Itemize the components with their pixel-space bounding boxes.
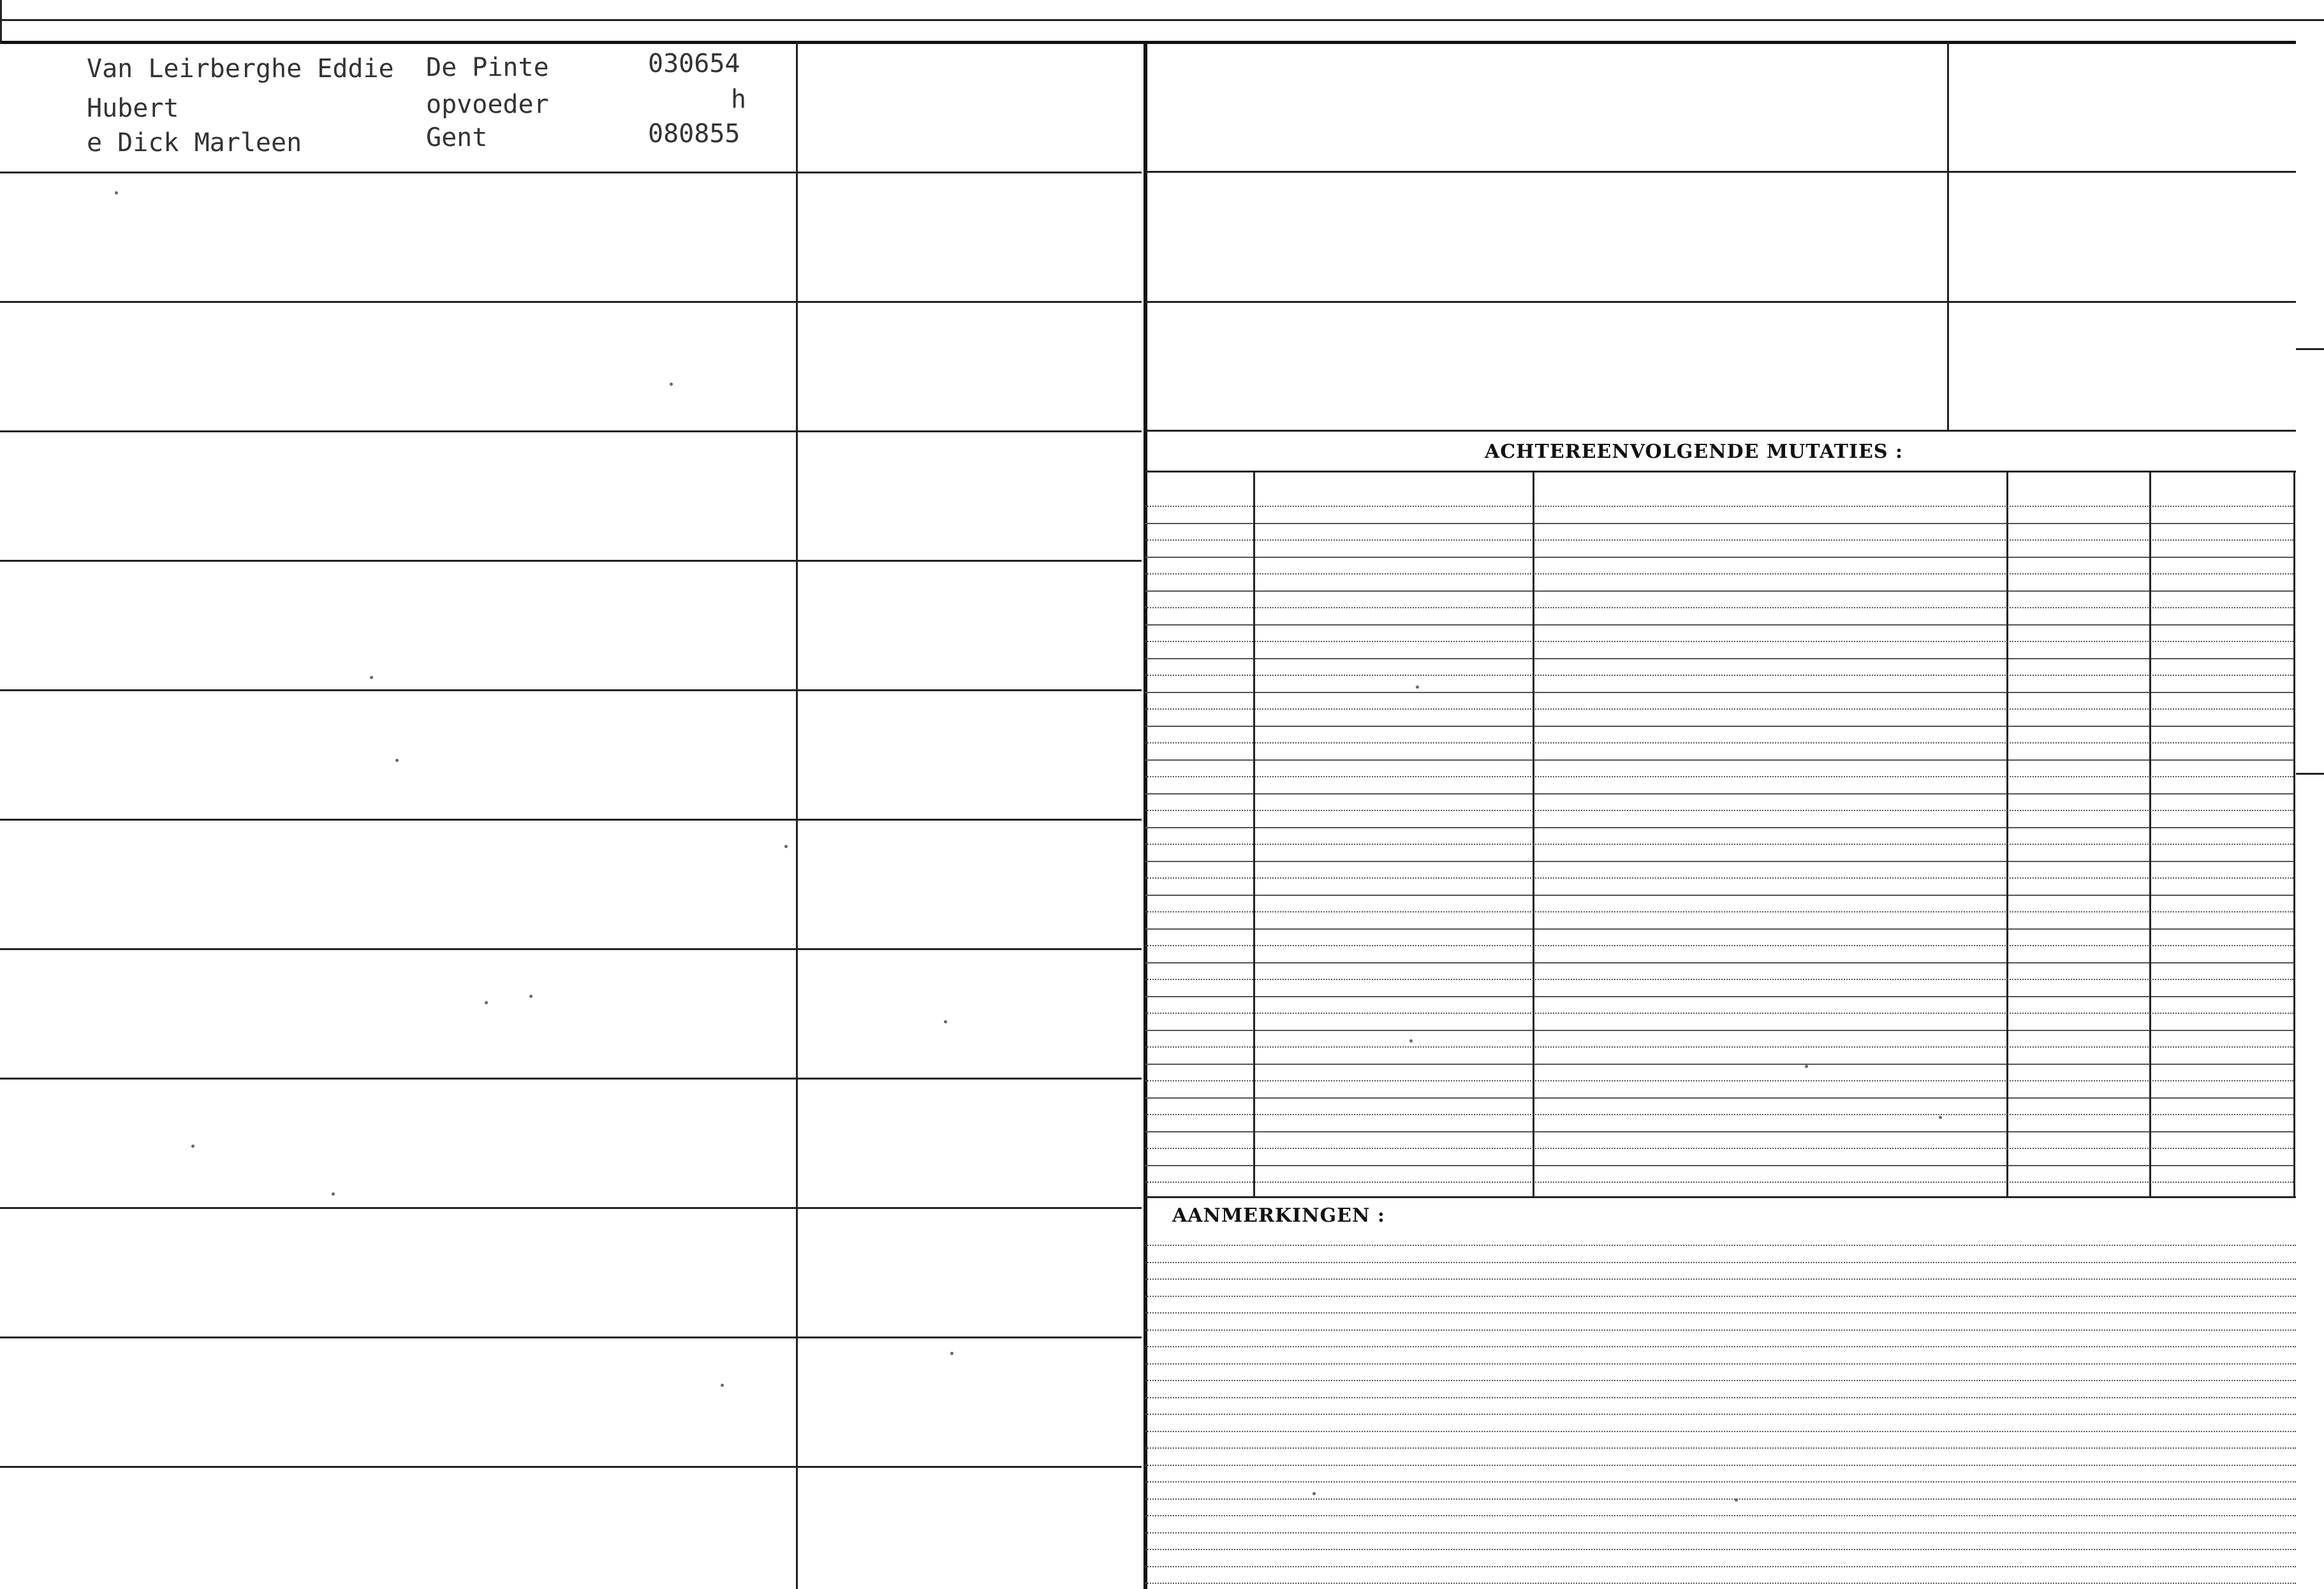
aanmerkingen-rule [1145, 1465, 2296, 1466]
aanmerkingen-rule [1145, 1397, 2296, 1398]
mutaties-heading: ACHTEREENVOLGENDE MUTATIES : [1485, 441, 1904, 463]
date-line-3: 080855 [648, 119, 740, 149]
mutaties-row-rule [1145, 692, 2293, 693]
mutaties-row-rule [1145, 979, 2293, 980]
mutaties-header-rule [1145, 471, 2296, 472]
mutaties-row-rule [1145, 641, 2293, 642]
register-row-rule [0, 560, 1142, 562]
aanmerkingen-rule [1145, 1262, 2296, 1263]
register-row-rule [0, 1466, 1142, 1468]
register-row-rule [0, 301, 1142, 303]
person-name-line-2: Hubert [87, 94, 179, 123]
mutaties-row-rule [1145, 861, 2293, 862]
scan-speck [370, 676, 373, 679]
aanmerkingen-rule [1145, 1583, 2296, 1584]
mutaties-row-rule [1145, 759, 2293, 761]
mutaties-col-2 [1533, 472, 1534, 1197]
aanmerkingen-rule [1145, 1431, 2296, 1432]
mutaties-row-rule [1145, 1182, 2293, 1183]
aanmerkingen-rule [1145, 1481, 2296, 1483]
person-name-line-1: Van Leirberghe Eddie [87, 54, 394, 84]
upper-right-row-rule [1145, 301, 2296, 303]
register-row-rule [0, 689, 1142, 691]
mutaties-row-rule [1145, 539, 2293, 541]
mutaties-row-rule [1145, 996, 2293, 997]
occupation-line-2: opvoeder [426, 90, 549, 119]
scan-speck [332, 1192, 335, 1196]
scan-speck [395, 759, 399, 762]
aanmerkingen-rule [1145, 1312, 2296, 1314]
aanmerkingen-rule [1145, 1380, 2296, 1381]
aanmerkingen-rule [1145, 1549, 2296, 1550]
mutaties-row-rule [1145, 506, 2293, 507]
mutaties-right-edge [2293, 472, 2295, 1197]
register-row-rule [0, 172, 1142, 173]
mutaties-bottom-rule [1145, 1196, 2296, 1198]
mutaties-row-rule [1145, 810, 2293, 811]
upper-right-row-rule [1145, 171, 2296, 173]
aanmerkingen-rule [1145, 1363, 2296, 1365]
mutaties-top-rule [1145, 430, 2296, 432]
mutaties-row-rule [1145, 624, 2293, 626]
mutaties-row-rule [1145, 827, 2293, 828]
mutaties-row-rule [1145, 658, 2293, 659]
scan-speck [485, 1001, 488, 1004]
mutaties-col-4 [2149, 472, 2151, 1197]
register-row-rule [0, 430, 1142, 432]
register-column-divider [796, 42, 798, 1589]
mutaties-row-rule [1145, 844, 2293, 845]
aanmerkingen-rule [1145, 1414, 2296, 1415]
mutaties-row-rule [1145, 1114, 2293, 1115]
aanmerkingen-rule [1145, 1329, 2296, 1331]
mutaties-row-rule [1145, 1165, 2293, 1166]
scan-speck [115, 191, 118, 194]
edge-tick-upper [2296, 348, 2324, 350]
scan-speck [191, 1145, 195, 1148]
scan-speck [784, 845, 788, 848]
scan-speck [1735, 1498, 1738, 1502]
top-border-lower [0, 41, 2296, 44]
mutaties-col-1 [1253, 472, 1255, 1197]
scan-speck [1409, 1039, 1413, 1043]
mutaties-row-rule [1145, 557, 2293, 558]
mutaties-row-rule [1145, 708, 2293, 710]
mutaties-row-rule [1145, 1013, 2293, 1014]
scan-speck [950, 1352, 953, 1355]
mutaties-row-rule [1145, 1131, 2293, 1132]
mutaties-row-rule [1145, 793, 2293, 794]
top-left-edge [0, 0, 2, 43]
register-row-rule [0, 819, 1142, 821]
mutaties-row-rule [1145, 675, 2293, 676]
mutaties-row-rule [1145, 962, 2293, 963]
register-row-rule [0, 1207, 1142, 1209]
mutaties-row-rule [1145, 523, 2293, 524]
aanmerkingen-heading: AANMERKINGEN : [1172, 1205, 1385, 1227]
mutaties-row-rule [1145, 742, 2293, 743]
mutaties-row-rule [1145, 928, 2293, 930]
scan-speck [1313, 1492, 1316, 1495]
register-row-rule [0, 1336, 1142, 1338]
aanmerkingen-rule [1145, 1532, 2296, 1534]
place-line-3: Gent [426, 123, 488, 152]
mutaties-row-rule [1145, 1097, 2293, 1099]
mutaties-row-rule [1145, 911, 2293, 912]
mutaties-row-rule [1145, 1148, 2293, 1149]
aanmerkingen-rule [1145, 1447, 2296, 1449]
mutaties-row-rule [1145, 607, 2293, 608]
top-border [0, 19, 2324, 21]
edge-tick-lower [2296, 773, 2324, 775]
scan-speck [1805, 1065, 1808, 1068]
mutaties-row-rule [1145, 573, 2293, 575]
scan-speck [670, 383, 673, 386]
date-line-1: 030654 [648, 49, 740, 78]
mutaties-row-rule [1145, 776, 2293, 777]
aanmerkingen-rule [1145, 1498, 2296, 1500]
aanmerkingen-rule [1145, 1245, 2296, 1246]
place-line-1: De Pinte [426, 53, 549, 82]
scan-speck [721, 1384, 724, 1387]
register-row-rule [0, 1078, 1142, 1080]
mutaties-row-rule [1145, 726, 2293, 727]
mutaties-row-rule [1145, 877, 2293, 879]
aanmerkingen-rule [1145, 1346, 2296, 1347]
mutaties-row-rule [1145, 1046, 2293, 1048]
mutaties-row-rule [1145, 1064, 2293, 1065]
scan-speck [944, 1020, 947, 1023]
aanmerkingen-rule [1145, 1515, 2296, 1516]
mutaties-col-3 [2006, 472, 2008, 1197]
mutaties-row-rule [1145, 895, 2293, 896]
mutaties-row-rule [1145, 945, 2293, 946]
mutaties-row-rule [1145, 1080, 2293, 1081]
center-divider [1144, 42, 1147, 1589]
mutaties-row-rule [1145, 590, 2293, 592]
register-row-rule [0, 948, 1142, 950]
upper-right-column-divider [1947, 42, 1949, 430]
date-line-2: h [731, 85, 747, 114]
scan-speck [1939, 1116, 1942, 1119]
scan-speck [529, 995, 533, 998]
aanmerkingen-rule [1145, 1278, 2296, 1280]
aanmerkingen-rule [1145, 1566, 2296, 1567]
person-name-line-3: e Dick Marleen [87, 128, 302, 157]
mutaties-row-rule [1145, 1030, 2293, 1031]
scan-speck [1416, 685, 1419, 689]
aanmerkingen-rule [1145, 1296, 2296, 1297]
